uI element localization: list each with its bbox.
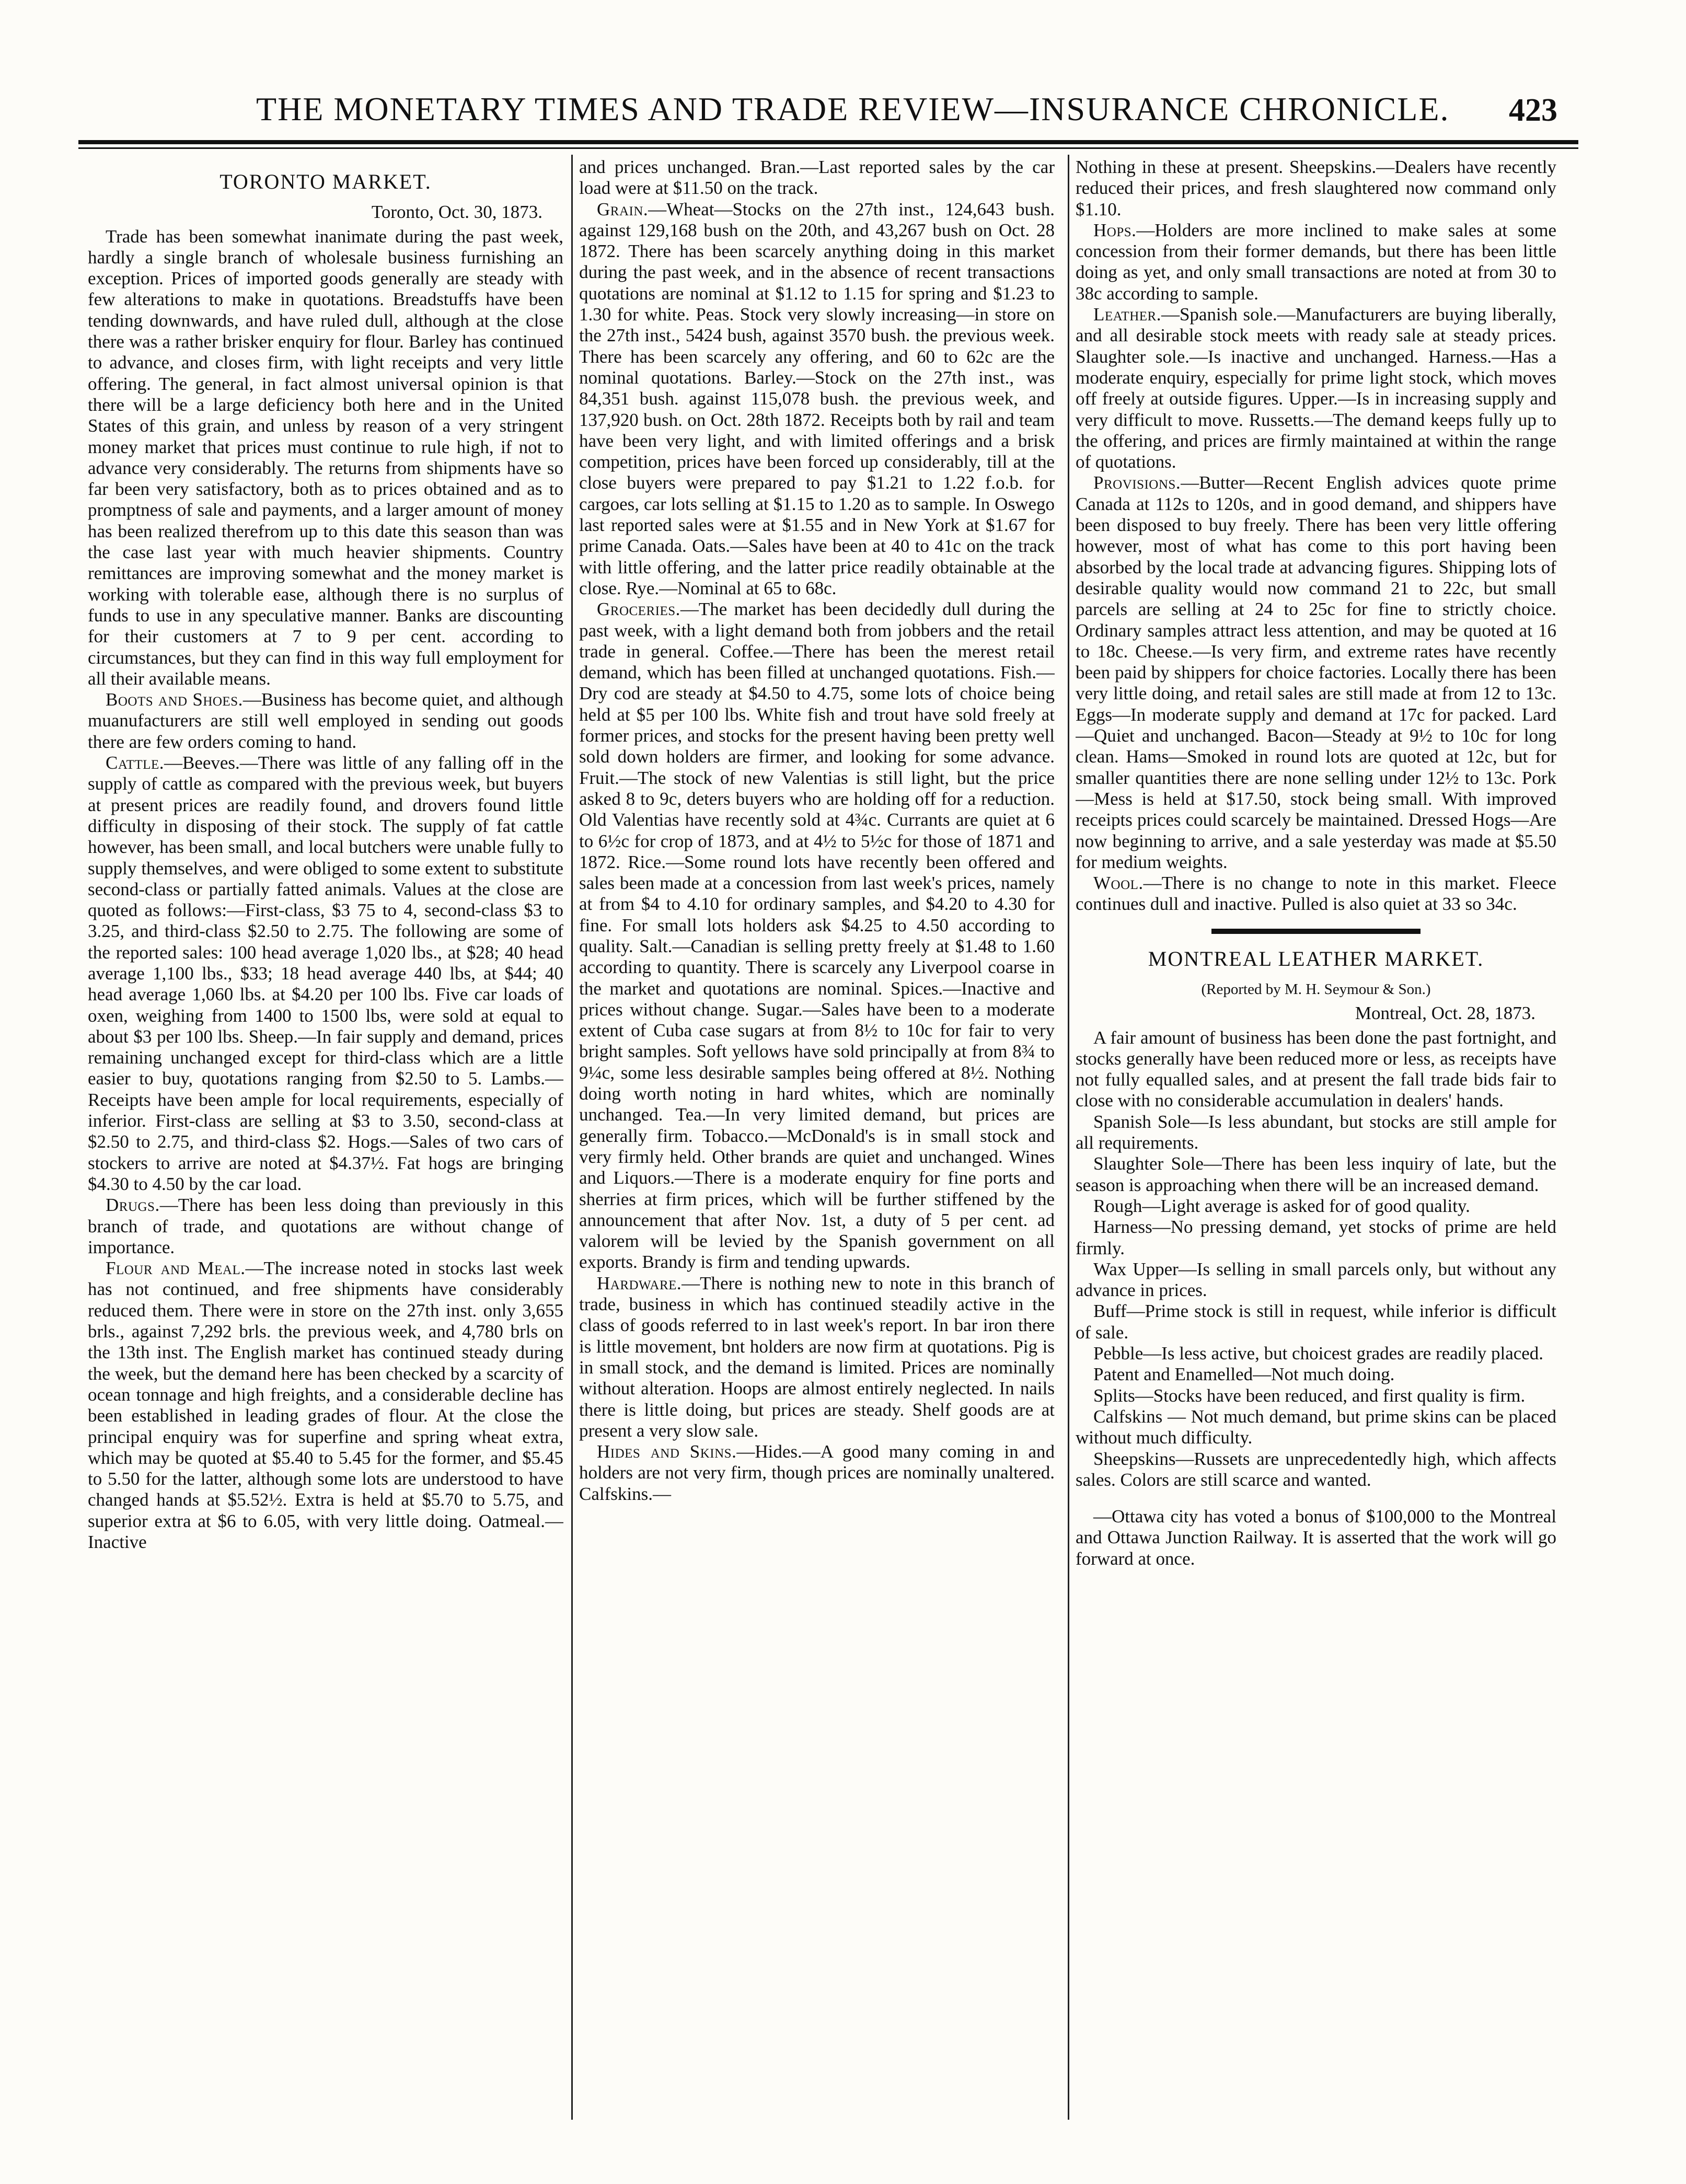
section-heading: Drugs. bbox=[106, 1195, 160, 1216]
column-divider bbox=[571, 155, 573, 2120]
section-text: —Holders are more inclined to make sales at some concession from their former demands, but there has been little doing as yet, and only small transactions are noted at from 30 to 38c according to sample. bbox=[1076, 219, 1556, 304]
section-text: —Beeves.—There was little of any falling off in the supply of cattle as compared with the previous week, but buyers at present prices are readily found, and drovers found little difficulty in disposing of their stock. The supply of fat cattle however, has been small, and local butchers were unable fully to supply themselves, and were obliged to some extent to substitute second-class or partially fatted animals. Values at the close are quoted as follows:—First-class, $3 75 to 4, second-class $3 to 3.25, and third-class $2.50 to 2.75. The following are some of the reported sales: 100 head average 1,020 lbs., at $28; 40 head average 1,100 lbs., $33; 18 head average 440 lbs, at $44; 40 head average 1,060 lbs. at $4.20 per 100 lbs. Five car loads of oxen, weighing from 1400 to 1500 lbs, were sold at equal to about $3 per 100 lbs. Sheep.—In fair supply and demand, prices remaining unchanged except for third-class which are a little easier to buy, quotations ranging from $2.50 to 5. Lambs.—Receipts have been ample for local requirements, especially of inferior. First-class are selling at $3 to 3.50, second-class at $2.50 to 2.75, and third-class $2. Hogs.—Sales of two cars of stockers to arrive are noted at $4.37½. Fat hogs are bringing $4.30 to 4.50 by the car load. bbox=[88, 753, 563, 1194]
paragraph bbox=[1076, 304, 1556, 472]
paragraph: Slaughter Sole—There has been less inquiry of late, but the season is approaching when there will be an increased demand. bbox=[1076, 1153, 1556, 1195]
paragraph bbox=[579, 1441, 1055, 1505]
section-heading: Flour and Meal. bbox=[106, 1258, 246, 1279]
paragraph: Pebble—Is less active, but choicest grades are readily placed. bbox=[1093, 1343, 1544, 1364]
paragraph bbox=[88, 753, 563, 1195]
paragraph bbox=[1076, 472, 1556, 873]
byline: (Reported by M. H. Seymour & Son.) bbox=[1201, 980, 1431, 998]
dateline: Montreal, Oct. 28, 1873. bbox=[1355, 1003, 1535, 1024]
paragraph: and prices unchanged. Bran.—Last reported sales by the car load were at $11.50 on the track. bbox=[579, 157, 1055, 199]
section-heading: Hides and Skins. bbox=[597, 1441, 737, 1462]
section-text: —Business has become quiet, and although muanufacturers are still well employed in sending out goods there are few orders coming to hand. bbox=[88, 689, 563, 752]
header-rule-thin bbox=[78, 147, 1578, 149]
paragraph: Patent and Enamelled—Not much doing. bbox=[1093, 1364, 1395, 1385]
column-3 bbox=[1076, 157, 1556, 2090]
section-text: —The market has been decidedly dull during the past week, with a light demand both from jobbers and the retail trade in general. Coffee.—There has been the merest retail demand, which has been filled at unchanged quotations. Fish.—Dry cod are steady at $4.50 to 4.75, some lots of choice being held at $5 per 100 lbs. White fish and trout have sold freely at former prices, and stocks for the present having been pretty well sold down holders are firmer, and looking for some advance. Fruit.—The stock of new Valentias is still light, but the price asked 8 to 9c, deters buyers who are holding off for a reduction. Old Valentias have recently sold at 4¾c. Currants are quiet at 6 to 6½c for crop of 1873, and at 4½ to 5½c for those of 1871 and 1872. Rice.—Some round lots have recently been offered and sales been made at a concession from last week's prices, namely at from $4 to 4.10 for ordinary samples, and $4.20 to 4.30 for fine. For small lots holders ask $4.25 to 4.50 according to quality. Salt.—Canadian is selling pretty freely at $1.48 to 1.60 according to quantity. There is scarcely any Liverpool coarse in the market and quotations are nominal. Spices.—Inactive and prices without change. Sugar.—Sales have been to a moderate extent of Cuba case sugars at from 8½ to 10c for fair to very bright samples. Soft yellows have sold principally at from 8¾ to 9¼c, some less desirable samples being offered at 8½. Nothing doing worth noting in hard whites, which are nominally unchanged. Tea.—In very limited demand, but prices are generally firm. Tobacco.—McDonald's is in small stock and very firmly held. Other brands are quiet and unchanged. Wines and Liquors.—There is a moderate enquiry for fine ports and sherries at firm prices, which will be further stiffened by the announcement that after Nov. 1st, a duty of 5 per cent. ad valorem will be levied by the Spanish government on all exports. Brandy is firm and tending upwards. bbox=[579, 599, 1055, 1273]
paragraph bbox=[88, 1195, 563, 1258]
section-text: —Spanish sole.—Manufacturers are buying liberally, and all desirable stock meets with ready sale at steady prices. Slaughter sole.—Is inactive and unchanged. Harness.—Has a moderate enquiry, especially for prime light stock, which moves off freely at outside figures. Upper.—Is in increasing supply and very difficult to move. Russetts.—The demand keeps fully up to the offering, and prices are firmly maintained at within the range of quotations. bbox=[1076, 304, 1556, 472]
section-text: —There is no change to note in this market. Fleece continues dull and inactive. Pulled is also quiet at 33 so 34c. bbox=[1076, 873, 1556, 915]
article-title: TORONTO MARKET. bbox=[220, 170, 432, 193]
paragraph bbox=[1076, 873, 1556, 915]
section-separator bbox=[1211, 929, 1421, 934]
article-title: MONTREAL LEATHER MARKET. bbox=[1148, 946, 1484, 970]
paragraph bbox=[579, 199, 1055, 599]
section-heading: Boots and Shoes. bbox=[106, 689, 243, 710]
paragraph: Harness—No pressing demand, yet stocks of prime are held firmly. bbox=[1076, 1217, 1556, 1258]
section-heading: Grain. bbox=[597, 199, 649, 219]
column-divider bbox=[1068, 155, 1069, 2120]
paragraph bbox=[88, 1258, 563, 1553]
section-text: —There has been less doing than previously in this branch of trade, and quotations are without change of importance. bbox=[88, 1195, 563, 1257]
paragraph: Wax Upper—Is selling in small parcels only, but without any advance in prices. bbox=[1076, 1258, 1556, 1301]
paragraph: Sheepskins—Russets are unprecedentedly high, which affects sales. Colors are still scarce and wanted. bbox=[1076, 1448, 1556, 1490]
column-1 bbox=[88, 157, 563, 2090]
paragraph: Buff—Prime stock is still in request, while inferior is difficult of sale. bbox=[1076, 1301, 1556, 1343]
section-text: —The increase noted in stocks last week has not continued, and free shipments have considerably reduced them. There were in store on the 27th inst. only 3,655 brls., against 7,292 brls. the previous week, and 4,780 brls on the 13th inst. The English market has continued steady during the week, but the demand here has been checked by a scarcity of ocean tonnage and high freights, and a considerable decline has been established in leading grades of flour. At the close the principal enquiry was for superfine and spring wheat extra, which may be quoted at $5.40 to 5.45 for the former, and $5.45 to 5.50 for the latter, although some lots are understood to have changed hands at $5.52½. Extra is held at $5.70 to 5.75, and superior extra at $6 to 6.05, with very little doing. Oatmeal.—Inactive bbox=[88, 1258, 563, 1552]
section-heading: Provisions. bbox=[1093, 472, 1181, 493]
page-number: 423 bbox=[1509, 93, 1557, 128]
header-rule bbox=[78, 140, 1578, 144]
section-heading: Leather. bbox=[1093, 304, 1161, 325]
paragraph bbox=[88, 689, 563, 753]
paragraph: A fair amount of business has been done the past fortnight, and stocks generally have been reduced more or less, as receipts have not fully equalled sales, and at present the fall trade bids fair to close with no considerable accumulation in dealers' hands. bbox=[1076, 1027, 1556, 1111]
section-text: —Butter—Recent English advices quote prime Canada at 112s to 120s, and in good demand, and shippers have been disposed to buy freely. There has been very little offering however, most of what has come to this port having been absorbed by the local trade at advancing figures. Shipping lots of desirable quality would now command 21 to 22c, but small parcels are selling at 24 to 25c for fine to strictly choice. Ordinary samples attract less attention, and may be quoted at 16 to 18c. Cheese.—Is very firm, and extreme rates have recently been paid by shippers for choice factories. Locally there has been very little doing, and retail sales are still made at from 12 to 13c. Eggs—In moderate supply and demand at 17c for packed. Lard—Quiet and unchanged. Bacon—Steady at 9½ to 10c for long clean. Hams—Smoked in round lots are quoted at 12c, but for smaller quantities there are none selling under 12½ to 13c. Pork—Mess is held at $17.50, stock being small. With improved receipts prices could scarcely be maintained. Dressed Hogs—Are now beginning to arrive, and a sale yesterday was made at $5.50 for medium weights. bbox=[1076, 472, 1556, 872]
paragraph bbox=[579, 1273, 1055, 1441]
paragraph bbox=[579, 599, 1055, 1273]
column-2 bbox=[579, 157, 1055, 2090]
section-heading: Cattle. bbox=[106, 753, 164, 773]
masthead-title: THE MONETARY TIMES AND TRADE REVIEW—INSURANCE CHRONICLE. bbox=[256, 90, 1450, 128]
paragraph: Splits—Stocks have been reduced, and first quality is firm. bbox=[1093, 1385, 1526, 1406]
section-heading: Hardware. bbox=[597, 1273, 682, 1293]
section-text: —Hides.—A good many coming in and holders are not very firm, though prices are nominally unaltered. Calfskins.— bbox=[579, 1441, 1055, 1504]
page-header bbox=[78, 78, 1578, 131]
paragraph: Spanish Sole—Is less abundant, but stocks are still ample for all requirements. bbox=[1076, 1111, 1556, 1153]
paragraph: Trade has been somewhat inanimate during the past week, hardly a single branch of wholesale business furnishing an exception. Prices of imported goods generally are steady with few alterations to make in quotations. Breadstuffs have been tending downwards, and have ruled dull, although at the close there was a rather brisker enquiry for flour. Barley has continued to advance, and closes firm, with light receipts and very little offering. The general, in fact almost universal opinion is that there will be a large deficiency both here and in the United States of this grain, and unless by reason of a very stringent money market that prices must continue to rule high, if not to advance very considerably. The returns from shipments have so far been very satisfactory, both as to prices obtained and as to promptness of sale and payments, and a larger amount of money has been realized therefrom up to this date this season than was the case last year with much heavier shipments. Country remittances are improving somewhat and the money market is working with tolerable ease, although there is no surplus of funds to use in any speculative manner. Banks are discounting for their customers at 7 to 9 per cent. according to circumstances, but they can find in this way full employment for all their available means. bbox=[88, 226, 563, 689]
dateline: Toronto, Oct. 30, 1873. bbox=[371, 202, 542, 223]
section-heading: Hops. bbox=[1093, 219, 1137, 240]
section-text: —There is nothing new to note in this branch of trade, business in which has continued steadily active in the class of goods referred to in last week's report. In bar iron there is little movement, bnt holders are now firm at quotations. Pig is in small stock, and the demand is limited. Prices are nominally without alteration. Hoops are almost entirely neglected. In nails there is little doing, but prices are steady. Shelf goods are at present a very slow sale. bbox=[579, 1273, 1055, 1441]
section-text: —Wheat—Stocks on the 27th inst., 124,643 bush. against 129,168 bush on the 20th, and 43,267 bush on Oct. 28 1872. There has been scarcely anything doing in this market during the past week, and in the absence of recent transactions quotations are nominal at $1.12 to 1.15 for spring and $1.23 to 1.30 for white. Peas. Stock very slowly increasing—in store on the 27th inst., 5424 bush, against 3570 bush. the previous week. There has been scarcely any offering, and 60 to 62c are the nominal quotations. Barley.—Stock on the 27th inst., was 84,351 bush. against 115,078 bush. the previous week, and 137,920 bush. on Oct. 28th 1872. Receipts both by rail and team have been very light, and with limited offerings and a brisk competition, prices have been forced up considerably, till at the close buyers were prepared to pay $1.21 to 1.22 f.o.b. for cargoes, car lots selling at $1.15 to 1.20 as to sample. In Oswego last reported sales were at $1.55 and in New York at $1.67 for prime Canada. Oats.—Sales have been at 40 to 41c on the track with little offering, and the latter price readily obtainable at the close. Rye.—Nominal at 65 to 68c. bbox=[579, 199, 1055, 598]
paragraph: Rough—Light average is asked for of good quality. bbox=[1093, 1195, 1470, 1216]
section-heading: Groceries. bbox=[597, 599, 680, 620]
paragraph bbox=[1076, 220, 1556, 304]
paragraph: —Ottawa city has voted a bonus of $100,000 to the Montreal and Ottawa Junction Railway. It is asserted that the work will go forward at once. bbox=[1076, 1506, 1556, 1569]
section-heading: Wool. bbox=[1093, 873, 1144, 894]
paragraph: Calfskins — Not much demand, but prime skins can be placed without much difficulty. bbox=[1076, 1406, 1556, 1448]
paragraph: Nothing in these at present. Sheepskins.—Dealers have recently reduced their prices, and fresh slaughtered now command only $1.10. bbox=[1076, 157, 1556, 219]
